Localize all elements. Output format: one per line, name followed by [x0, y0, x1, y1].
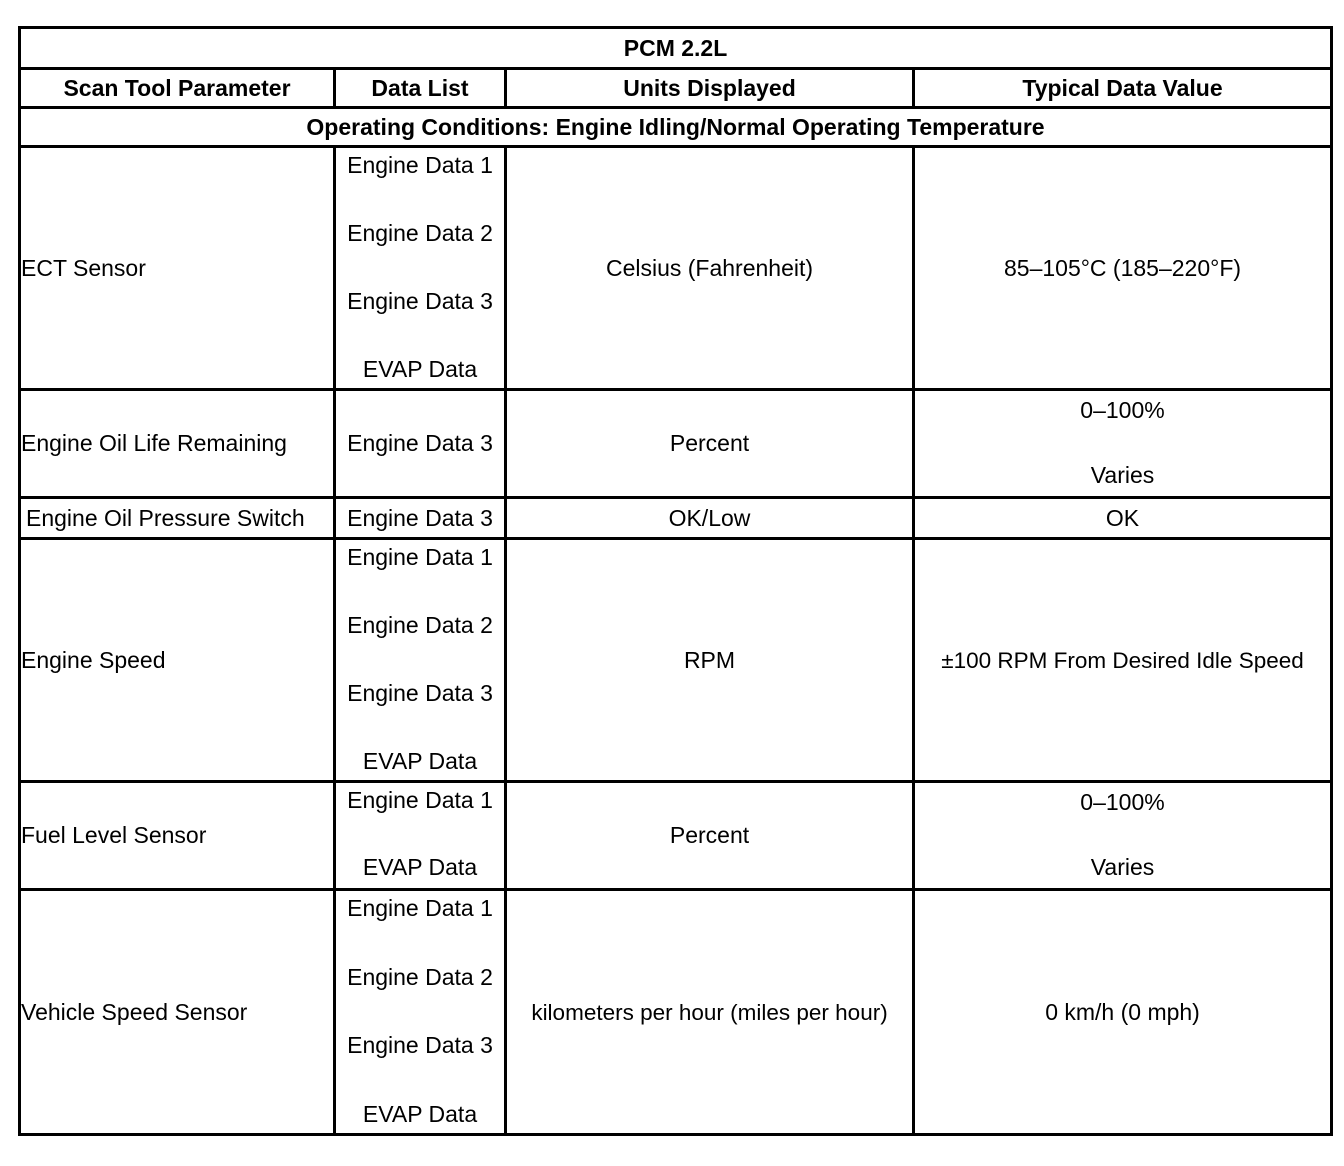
data-list-item: EVAP Data [362, 854, 478, 880]
parameter-cell: Engine Speed [20, 539, 335, 782]
table-row [20, 147, 1332, 390]
data-list-item: Engine Data 1 [347, 787, 493, 813]
data-list-item: EVAP Data [362, 1100, 478, 1127]
data-list-item: Engine Data 3 [347, 1032, 493, 1059]
data-list-cell [335, 782, 506, 890]
header-scan-tool-parameter: Scan Tool Parameter [20, 69, 335, 108]
data-list-cell [335, 147, 506, 390]
data-list-cell [335, 539, 506, 782]
parameter-cell: Engine Oil Life Remaining [20, 390, 335, 498]
typical-value-line: 0–100% [1080, 397, 1165, 423]
table-row [20, 390, 1332, 498]
condition-row [20, 108, 1332, 147]
units-cell: Percent [506, 390, 914, 498]
data-list-item: Engine Data 1 [347, 544, 493, 570]
parameter-cell: ECT Sensor [20, 147, 335, 390]
data-list-item: EVAP Data [362, 356, 478, 382]
parameter-cell: Vehicle Speed Sensor [20, 890, 335, 1135]
pcm-data-table [18, 26, 1333, 1136]
table-title: PCM 2.2L [20, 28, 1332, 69]
typical-value-line: 0–100% [1080, 789, 1165, 815]
table-row [20, 782, 1332, 890]
data-list-cell: Engine Data 3 [335, 498, 506, 539]
data-list-item: EVAP Data [362, 748, 478, 774]
header-typical-data-value: Typical Data Value [914, 69, 1332, 108]
data-list-cell [335, 890, 506, 1135]
header-data-list: Data List [335, 69, 506, 108]
typical-value-cell: 85–105°C (185–220°F) [914, 147, 1332, 390]
typical-value-cell: ±100 RPM From Desired Idle Speed [914, 539, 1332, 782]
data-list-item: Engine Data 2 [347, 963, 493, 990]
data-list-item: Engine Data 1 [347, 152, 493, 178]
title-row [20, 28, 1332, 69]
table-row [20, 890, 1332, 1135]
data-list-item: Engine Data 2 [347, 612, 493, 638]
typical-value-cell [914, 782, 1332, 890]
data-list-item: Engine Data 3 [347, 680, 493, 706]
data-list-item: Engine Data 3 [347, 288, 493, 314]
operating-conditions: Operating Conditions: Engine Idling/Normal Operating Temperature [20, 108, 1332, 147]
parameter-cell: Engine Oil Pressure Switch [20, 498, 335, 539]
units-cell: kilometers per hour (miles per hour) [506, 890, 914, 1135]
table-row [20, 539, 1332, 782]
typical-value-line: Varies [1090, 854, 1155, 880]
parameter-cell: Fuel Level Sensor [20, 782, 335, 890]
units-cell: Percent [506, 782, 914, 890]
header-units-displayed: Units Displayed [506, 69, 914, 108]
typical-value-cell [914, 390, 1332, 498]
units-cell: OK/Low [506, 498, 914, 539]
data-list-item: Engine Data 1 [347, 895, 493, 921]
table-row [20, 498, 1332, 539]
units-cell: RPM [506, 539, 914, 782]
units-cell: Celsius (Fahrenheit) [506, 147, 914, 390]
typical-value-cell: OK [914, 498, 1332, 539]
typical-value-line: Varies [1090, 462, 1155, 488]
data-list-item: Engine Data 2 [347, 220, 493, 246]
typical-value-cell: 0 km/h (0 mph) [914, 890, 1332, 1135]
data-list-cell: Engine Data 3 [335, 390, 506, 498]
header-row [20, 69, 1332, 108]
